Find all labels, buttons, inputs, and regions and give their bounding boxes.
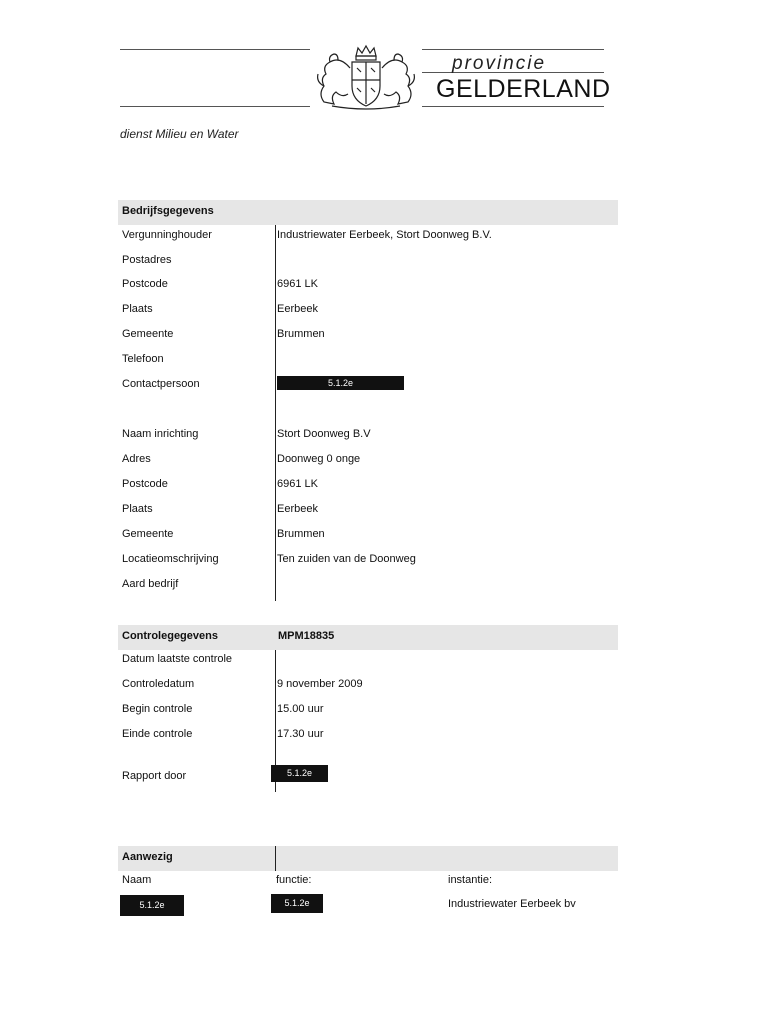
section-header-bedrijfsgegevens	[118, 200, 618, 225]
header-rule-right-bottom	[422, 106, 604, 107]
column-header-instantie: instantie:	[448, 874, 493, 886]
value-postcode: 6961 LK	[277, 278, 318, 290]
value-adres: Doonweg 0 onge	[277, 453, 361, 465]
label-vergunninghouder: Vergunninghouder	[122, 229, 212, 241]
value-controledatum: 9 november 2009	[277, 678, 363, 690]
value-vergunninghouder: Industriewater Eerbeek, Stort Doonweg B.V.	[277, 229, 492, 241]
logo-gelderland-text: GELDERLAND	[436, 75, 611, 103]
label-contactpersoon: Contactpersoon	[122, 378, 200, 390]
header-rule-left-top	[120, 49, 310, 50]
label-gemeente: Gemeente	[122, 328, 174, 340]
value-einde-controle: 17.30 uur	[277, 728, 324, 740]
label-locatieomschrijving: Locatieomschrijving	[122, 553, 219, 565]
section-title: Aanwezig	[122, 851, 173, 863]
value-locatieomschrijving: Ten zuiden van de Doonweg	[277, 553, 416, 565]
label-rapport-door: Rapport door	[122, 770, 187, 782]
value-gemeente: Brummen	[277, 328, 325, 340]
redaction-contactpersoon: 5.1.2e	[277, 376, 404, 390]
label-adres: Adres	[122, 453, 151, 465]
redaction-naam: 5.1.2e	[120, 895, 184, 916]
section-header-controlegegevens	[118, 625, 618, 650]
value-instantie: Industriewater Eerbeek bv	[448, 898, 576, 910]
section-title: Bedrijfsgegevens	[122, 205, 214, 217]
coat-of-arms-icon	[312, 42, 420, 112]
redaction-functie: 5.1.2e	[271, 894, 323, 913]
section-header-aanwezig	[118, 846, 618, 871]
label-postcode-inrichting: Postcode	[122, 478, 168, 490]
label-telefoon: Telefoon	[122, 353, 164, 365]
label-postcode: Postcode	[122, 278, 168, 290]
value-plaats: Eerbeek	[277, 303, 318, 315]
value-postcode-inrichting: 6961 LK	[277, 478, 318, 490]
label-plaats-inrichting: Plaats	[122, 503, 153, 515]
logo-provincie-text: provincie	[452, 53, 547, 74]
section-title: Controlegegevens	[122, 630, 218, 642]
label-gemeente-inrichting: Gemeente	[122, 528, 174, 540]
label-plaats: Plaats	[122, 303, 153, 315]
label-datum-laatste-controle: Datum laatste controle	[122, 653, 233, 665]
column-divider	[275, 846, 276, 871]
header-rule-right-top	[422, 49, 604, 50]
value-begin-controle: 15.00 uur	[277, 703, 324, 715]
column-header-naam: Naam	[122, 874, 152, 886]
column-divider	[275, 225, 276, 601]
department-name: dienst Milieu en Water	[120, 127, 239, 141]
control-code: MPM18835	[278, 630, 335, 642]
label-aard-bedrijf: Aard bedrijf	[122, 578, 179, 590]
value-naam-inrichting: Stort Doonweg B.V	[277, 428, 371, 440]
label-einde-controle: Einde controle	[122, 728, 193, 740]
value-gemeente-inrichting: Brummen	[277, 528, 325, 540]
label-begin-controle: Begin controle	[122, 703, 193, 715]
value-plaats-inrichting: Eerbeek	[277, 503, 318, 515]
redaction-rapport-door: 5.1.2e	[271, 765, 328, 782]
label-postadres: Postadres	[122, 254, 172, 266]
header-rule-left-bottom	[120, 106, 310, 107]
label-naam-inrichting: Naam inrichting	[122, 428, 199, 440]
column-header-functie: functie:	[276, 874, 312, 886]
label-controledatum: Controledatum	[122, 678, 195, 690]
